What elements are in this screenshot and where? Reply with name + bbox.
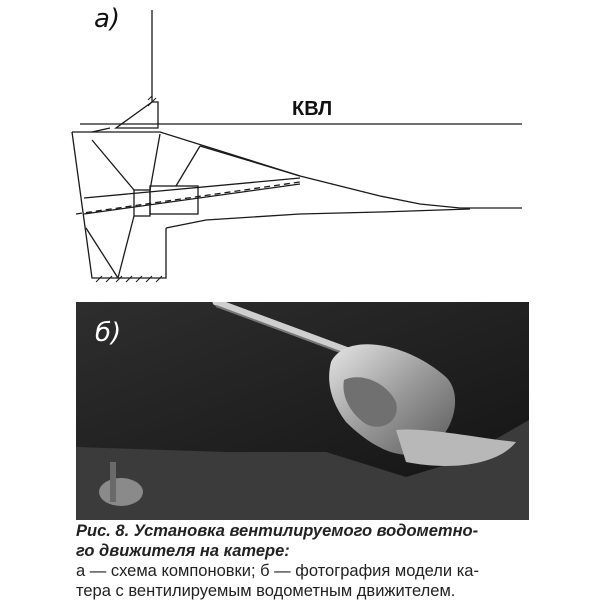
bottom-left-detail [99,478,143,506]
panel-a-letter: а) [94,4,121,34]
shaft-centerline [76,182,300,214]
figure-caption [76,521,546,601]
nozzle-inner-line [92,140,134,190]
panel-b-letter: б) [95,318,122,348]
hull-outline [72,132,522,208]
impeller-box [134,190,150,216]
caption-text-line-1: а — схема компоновки; б — фотография модели ка- [76,562,479,580]
nozzle-inner-line [118,216,134,278]
caption-title-line-1: Рис. 8. Установка вентилируемого водометно- [76,522,479,540]
hull-lower-outline [166,209,470,228]
strut-line [176,146,200,186]
bottom-left-strut [110,462,116,502]
caption-title-line-2: го движителя на катере: [76,542,290,560]
strut-line [150,134,160,190]
caption-text-line-2: тера с вентилируемым водометным движителем. [76,582,456,600]
strut-line [200,146,300,176]
waterline-label: КВЛ [292,98,333,120]
layout-schematic-diagram [0,0,600,300]
model-photograph [76,302,529,520]
